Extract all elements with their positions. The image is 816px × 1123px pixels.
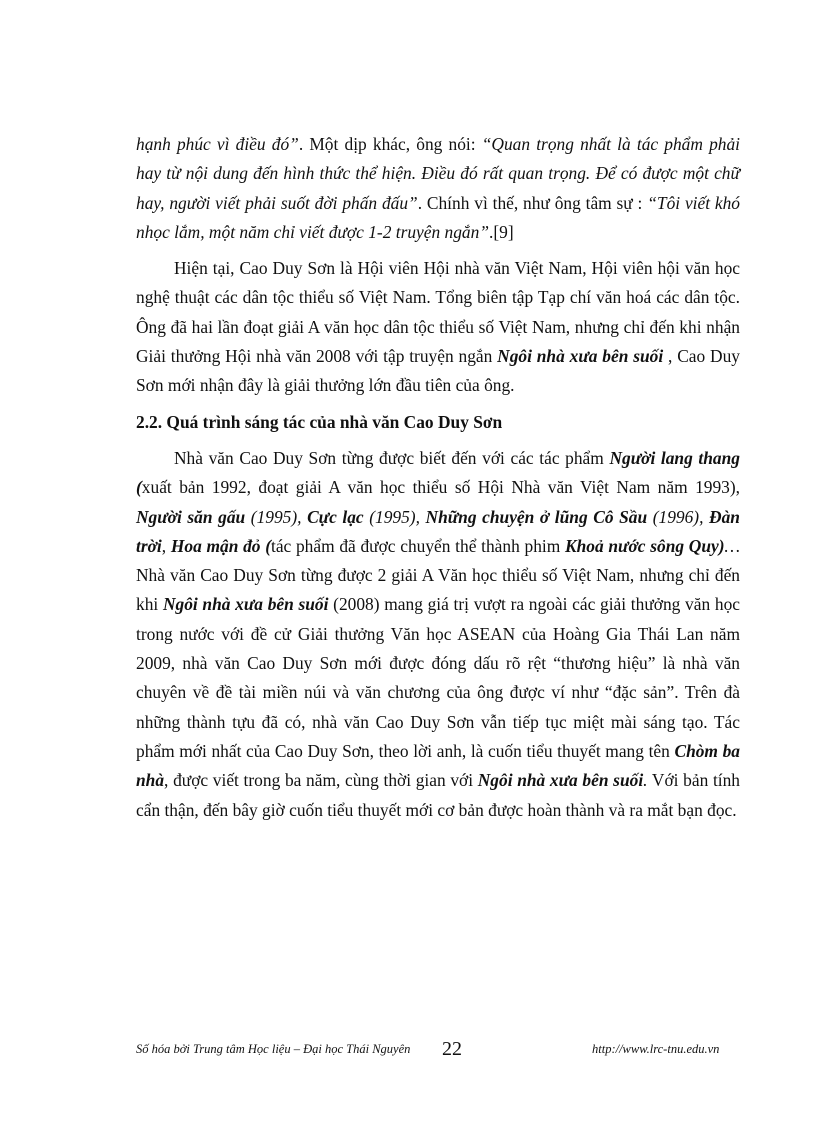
body-text: Nhà văn Cao Duy Sơn từng được biết đến với các tác phẩm (174, 447, 610, 468)
year-text: (1995), (245, 506, 308, 527)
section-heading: 2.2. Quá trình sáng tác của nhà văn Cao Duy Sơn (136, 411, 503, 432)
body-text: . Chính vì thế, như ông tâm sự : (417, 192, 648, 213)
paragraph-career (136, 444, 740, 825)
work-title: Cực lạc (307, 506, 364, 527)
page-footer (136, 1038, 740, 1068)
year-text: (1996), (647, 506, 710, 527)
work-title: Khoả nước sông Quy) (564, 535, 725, 556)
work-title: Người lang thang ( (136, 447, 740, 498)
page-number: 22 (442, 1038, 462, 1060)
paragraph-current-status (136, 254, 740, 400)
year-text: (1995), (363, 506, 426, 527)
citation: .[9] (489, 221, 514, 242)
paragraph-quotes (136, 130, 740, 247)
body-text: xuất bản 1992, đoạt giải A văn học thiểu số Hội Nhà văn Việt Nam năm 1993), (141, 477, 740, 498)
body-text: Nhà văn Cao Duy Sơn từng được 2 giải A Văn học thiểu số Việt Nam, nhưng chỉ đến khi (136, 565, 740, 615)
quote-text: “Quan trọng nhất là tác phẩm phải hay từ nội dung đến hình thức thể hiện. Điều đó rất quan trọng. Để có được một chữ hay, người viết phải suốt đời phấn đấu” (136, 134, 741, 213)
body-text: , Cao Duy Sơn mới nhận đây là giải thưởng lớn đầu tiên của ông. (136, 346, 740, 396)
work-title: Đàn trời (136, 506, 740, 556)
body-text: tác phẩm đã được chuyển thể thành phim (271, 535, 565, 556)
work-title: Ngôi nhà xưa bên suối (497, 346, 664, 367)
footer-url: http://www.lrc-tnu.edu.vn (592, 1042, 720, 1056)
quote-text: “Tôi viết khó nhọc lắm, một năm chỉ viết được 1-2 truyện ngắn” (136, 192, 740, 242)
body-text: (2008) mang giá trị vượt ra ngoài các giải thưởng văn học trong nước với đề cử Giải thưởng Văn học ASEAN của Hoàng Gia Thái Lan năm 2009, nhà văn Cao Duy Sơn mới được đóng dấu rõ rệt “thương hiệu” là nhà văn chuyên về đề tài miền núi và văn chương của ông được ví như “đặc sản”. Trên đà những thành tựu đã có, nhà văn Cao Duy Sơn vẫn tiếp tục miệt mài sáng tạo. Tác phẩm mới nhất của Cao Duy Sơn, theo lời anh, là cuốn tiểu thuyết mang tên (136, 594, 740, 761)
work-title: Ngôi nhà xưa bên suối (477, 770, 644, 791)
body-text: , được viết trong ba năm, cùng thời gian với (164, 770, 478, 791)
quote-text: hạnh phúc vì điều đó” (136, 134, 299, 154)
body-text: , (161, 535, 171, 556)
work-title: Người săn gấu (136, 506, 246, 527)
work-title: Ngôi nhà xưa bên suối (162, 594, 329, 615)
work-title: Những chuyện ở lũng Cô Sầu (425, 506, 648, 527)
ellipsis: … (724, 535, 740, 556)
body-text: Hiện tại, Cao Duy Sơn là Hội viên Hội nhà văn Việt Nam, Hội viên hội văn học nghệ thuật các dân tộc thiểu số Việt Nam. Tổng biên tập Tạp chí văn hoá các dân tộc. Ông đã hai lần đoạt giải A văn học dân tộc thiểu số Việt Nam, nhưng chỉ đến khi nhận Giải thưởng Hội nhà văn 2008 với tập truyện ngắn (136, 258, 740, 367)
period: . (643, 770, 648, 791)
work-title: Chòm ba nhà (136, 740, 740, 791)
page-content (136, 130, 740, 825)
footer-source: Số hóa bởi Trung tâm Học liệu – Đại học Thái Nguyên (136, 1042, 411, 1056)
body-text: Với bản tính cẩn thận, đến bây giờ cuốn tiểu thuyết mới cơ bản được hoàn thành và ra mắt bạn đọc. (136, 770, 740, 820)
work-title: Hoa mận đỏ ( (170, 535, 271, 556)
body-text: . Một dịp khác, ông nói: (298, 134, 482, 154)
